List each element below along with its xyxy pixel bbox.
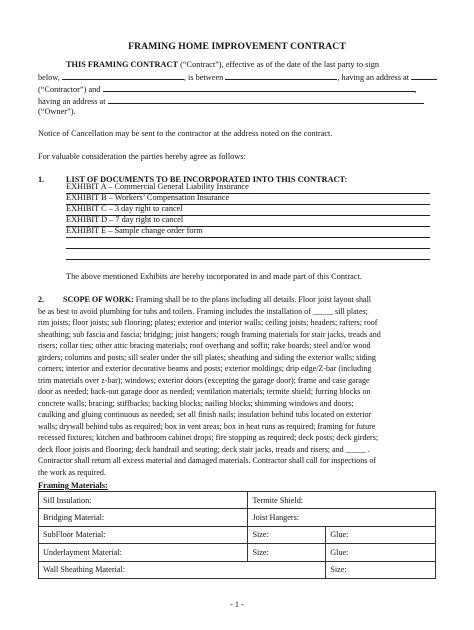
scope-line: deck floor joists and flooring; deck handrail and seating; deck stair jacks, treads and risers; and _____ . [38, 444, 370, 454]
intro-line-2a: below, [38, 73, 62, 82]
scope-line: concrete walls; bracing; stiffbacks; backing blocks; nailing blocks; shimming windows and doors; [38, 398, 354, 408]
exhibit-c-label: EXHIBIT C – 3 day right to cancel [66, 204, 183, 213]
framing-materials-heading: Framing Materials: [38, 481, 108, 490]
intro-line-3 [38, 83, 417, 96]
scope-line: girders; columns and posts; sill sealer under the sill plates; sheathing and siding the exterior walls; siding [38, 352, 376, 362]
wall-sheathing-material-field[interactable]: Wall Sheathing Material: [39, 561, 326, 578]
scope-line: recessed fixtures; kitchen and bathroom cabinet drops; fire stopping as required; deck posts; deck girders; [38, 433, 379, 442]
scope-line: trim materials over z-bar); windows; exterior doors (excepting the garage door); frame and case garage [38, 375, 370, 385]
owner-name-blank[interactable] [103, 83, 415, 92]
scope-line: corners; interior and exterior decorative beams and posts; exterior moldings; drip edge/Z-bar (including [38, 364, 372, 373]
exhibit-a-label: EXHIBIT A – Commercial General Liability Insurance [66, 182, 249, 191]
owner-address-blank[interactable] [108, 95, 424, 104]
section-2-number: 2. [38, 295, 45, 304]
section-1-number: 1. [38, 175, 45, 184]
scope-line: door as needed; back-out garage door as needed; ventilation materials; termite shield; furring blocks on [38, 387, 371, 396]
intro-line-5: (“Owner”). [38, 107, 76, 116]
intro-line-1 [66, 59, 379, 71]
wall-sheathing-size-field[interactable]: Size: [326, 561, 436, 578]
contractor-name-blank[interactable] [225, 71, 337, 80]
table-row [39, 544, 436, 561]
underlayment-material-field[interactable]: Underlayment Material: [39, 544, 248, 561]
framing-materials-table [38, 491, 436, 579]
exhibits-incorporated-text: The above mentioned Exhibits are hereby incorporated in and made part of this Contract. [66, 272, 362, 281]
intro-line-3b: , [414, 85, 417, 94]
exhibit-b-label: EXHIBIT B – Workers’ Compensation Insurance [66, 193, 230, 202]
scope-line: Framing shall be to the plans including all details. Floor joist layout shall [135, 295, 372, 304]
intro-line-2c: , having an address at [337, 73, 412, 82]
notice-of-cancellation: Notice of Cancellation may be sent to the contractor at the address noted on the contract. [38, 129, 333, 138]
scope-line: caulking and gluing continuous as needed; set all finish nails; insulation behind tubs located on exterior [38, 410, 372, 419]
underlayment-glue-field[interactable]: Glue: [326, 544, 436, 561]
subfloor-glue-field[interactable]: Glue: [326, 526, 436, 543]
intro-line-1-rest: (“Contract”), effective as of the date of the last party to sign [178, 60, 379, 69]
table-row [39, 509, 436, 526]
section-1-heading: LIST OF DOCUMENTS TO BE INCORPORATED INTO THIS CONTRACT: [66, 175, 348, 184]
scope-line: Contractor shall return all excess material and damaged materials. Contractor shall call for inspections of [38, 456, 377, 465]
page-number: - 1 - [230, 600, 244, 609]
intro-bold-lead: THIS FRAMING CONTRACT [66, 60, 179, 69]
termite-shield-field[interactable]: Termite Shield: [248, 492, 436, 509]
sill-insulation-field[interactable]: Sill Insulation: [39, 492, 248, 509]
table-row [39, 561, 436, 578]
bridging-material-field[interactable]: Bridging Material: [39, 509, 248, 526]
scope-line: risers; collar ties; other attic bracing materials; roof overhang and soffit; rake boards; steel and/or wood [38, 341, 371, 350]
section-2-line-1 [38, 294, 436, 305]
underlayment-size-field[interactable]: Size: [248, 544, 326, 561]
subfloor-material-field[interactable]: SubFloor Material: [39, 526, 248, 543]
table-row [39, 492, 436, 509]
intro-line-2b: , is between [183, 73, 226, 82]
intro-line-4 [38, 95, 424, 108]
table-row [39, 526, 436, 543]
joist-hangers-field[interactable]: Joist Hangers: [248, 509, 436, 526]
intro-line-4-text: having an address at [38, 97, 108, 106]
subfloor-size-field[interactable]: Size: [248, 526, 326, 543]
exhibit-blank-line-1[interactable] [66, 248, 430, 249]
intro-line-3a: (“Contractor”) and [38, 85, 103, 94]
scope-line: rim joists; floor joists; sub flooring; plates; exterior and interior walls; ceiling joists; headers; rafters; roof [38, 318, 378, 327]
date-blank[interactable] [62, 71, 184, 80]
consideration-text: For valuable consideration the parties hereby agree as follows: [38, 152, 246, 161]
scope-line: be as best to avoid plumbing for tubs and toilets. Framing includes the installation of _____ sill plates; [38, 306, 368, 316]
scope-line: the work as required. [38, 467, 106, 477]
document-title: FRAMING HOME IMPROVEMENT CONTRACT [128, 41, 346, 52]
scope-line: sheathing; sub fascia and fascia; bridging; joist hangers; rough framing materials for stair jacks, treads and [38, 329, 381, 339]
scope-line: walls; drywall behind tubs as required; box in vent areas; box in heat runs as required; framing for future [38, 421, 376, 431]
exhibit-d-label: EXHIBIT D – 7 day right to cancel [66, 215, 184, 224]
contractor-address-blank[interactable] [411, 71, 437, 80]
exhibit-e-label: EXHIBIT E – Sample change order form [66, 226, 203, 235]
section-2-heading: SCOPE OF WORK: [63, 295, 134, 304]
intro-line-2 [38, 71, 437, 84]
exhibit-e [66, 226, 430, 238]
exhibit-blank-line-2[interactable] [66, 259, 430, 260]
